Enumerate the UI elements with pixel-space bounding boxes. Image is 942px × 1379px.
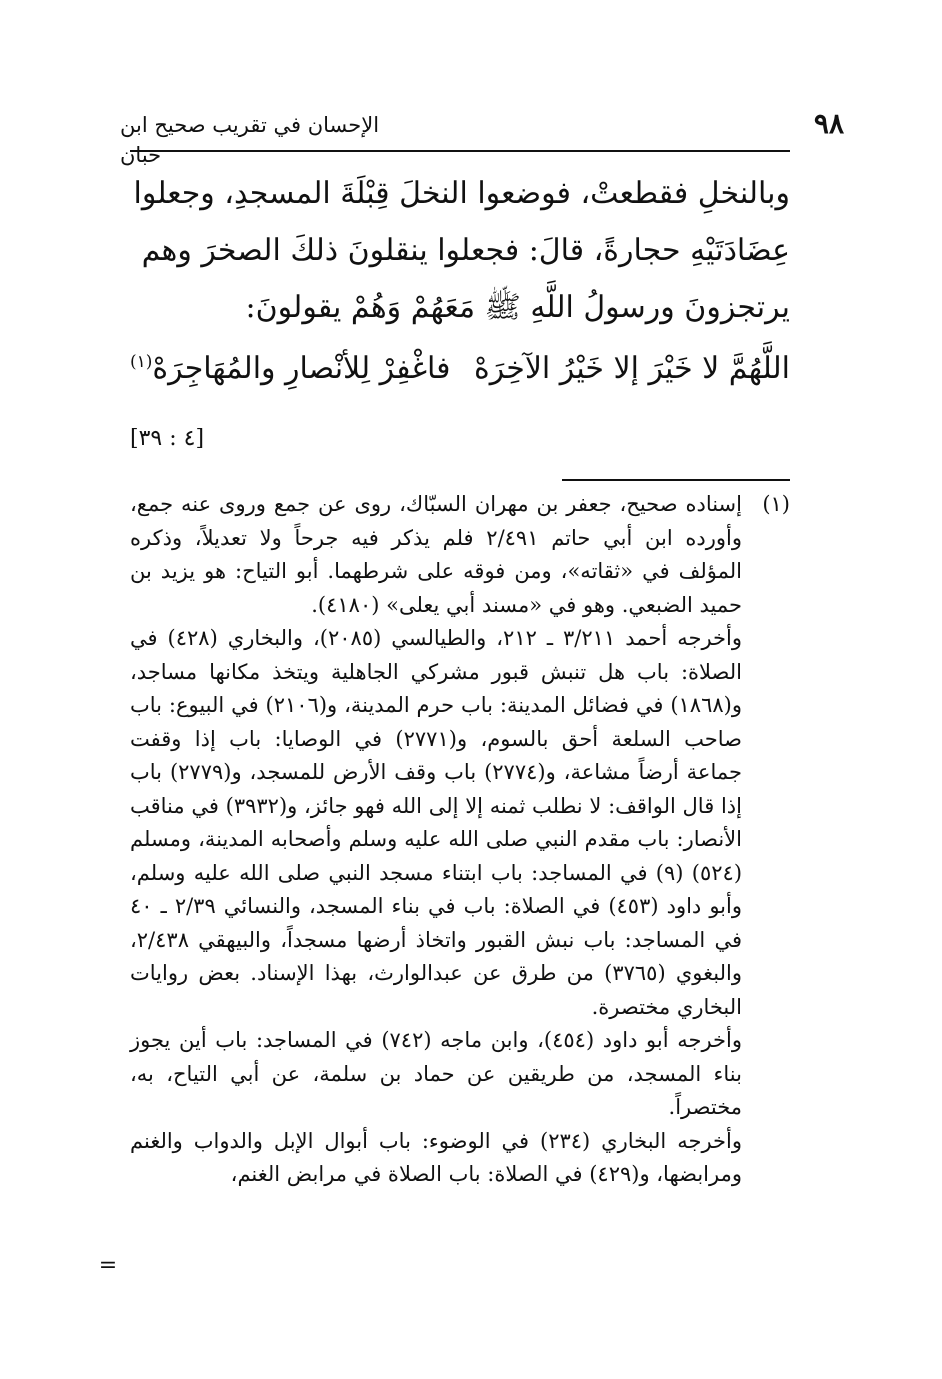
hadith-reference: [٤ : ٣٩]: [130, 426, 205, 451]
header-divider: [130, 150, 790, 152]
footnote-divider: [562, 479, 790, 481]
footnote-number: (١): [762, 492, 790, 516]
main-text: [130, 165, 790, 336]
verse-second-hemistich-group: [130, 344, 451, 394]
main-text-line: يرتجزونَ ورسولُ اللَّهِ ﷺ مَعَهُمْ وَهُمْ يقولونَ:: [245, 290, 790, 325]
footnote-paragraph: إسناده صحيح، جعفر بن مهران السبّاك، روى عن جمع وروى عنه جمع، وأورده ابن أبي حاتم ٢/٤٩١ فلم يذكر فيه جرحاً ولا تعديلاً، وذكره المؤلف في «ثقاته»، ومن فوقه على شرطهما. أبو التياح: هو يزيد بن حميد الضبعي. وهو في «مسند أبي يعلى» (٤١٨٠).: [130, 492, 742, 617]
page-number: ٩٨: [813, 107, 844, 140]
verse-second-hemistich: فاغْفِرْ لِلأنْصارِ والمُهَاجِرَهْ: [152, 351, 451, 386]
running-title: الإحسان في تقريب صحيح ابن حبان: [120, 113, 380, 167]
footnote-paragraph: وأخرجه البخاري (٢٣٤) في الوضوء: باب أبوال الإبل والدواب والغنم ومرابضها، و(٤٢٩) في الصلاة: باب الصلاة في مرابض الغنم،: [130, 1128, 742, 1186]
poetry-verse: [130, 344, 790, 394]
verse-first-hemistich: اللَّهُمَّ لا خَيْرَ إلا خَيْرُ الآخِرَهْ: [474, 351, 790, 386]
footnotes: [130, 488, 790, 1192]
footnote-paragraph: وأخرجه أحمد ٣/٢١١ ـ ٢١٢، والطيالسي (٢٠٨٥)، والبخاري (٤٢٨) في الصلاة: باب هل تنبش قبور مشركي الجاهلية ويتخذ مكانها مساجد، و(١٨٦٨) في فضائل المدينة: باب حرم المدينة، و(٢١٠٦) في البيوع: باب صاحب السلعة أحق بالسوم، و(٢٧٧١) في الوصايا: باب إذا وقفت جماعة أرضاً مشاعة، و(٢٧٧٤) باب وقف الأرض للمسجد، و(٢٧٧٩) باب إذا قال الواقف: لا نطلب ثمنه إلا إلى الله فهو جائز، و(٣٩٣٢) في مناقب الأنصار: باب مقدم النبي صلى الله عليه وسلم وأصحابه المدينة، ومسلم (٥٢٤) (٩) في المساجد: باب ابتناء مسجد النبي صلى الله عليه وسلم، وأبو داود (٤٥٣) في الصلاة: باب في بناء المسجد، والنسائي ٢/٣٩ ـ ٤٠ في المساجد: باب نبش القبور واتخاذ أرضها مسجداً، والبيهقي ٢/٤٣٨، والبغوي (٣٧٦٥) من طرق عن عبدالوارث، بهذا الإسناد. بعض روايات البخاري مختصرة.: [130, 626, 743, 1019]
main-text-line: وبالنخلِ فقطعتْ، فوضعوا النخلَ قِبْلَةَ المسجدِ، وجعلوا: [133, 176, 790, 211]
footnote: [130, 488, 790, 1192]
continuation-mark: =: [98, 1253, 118, 1278]
footnote-paragraph: وأخرجه أبو داود (٤٥٤)، وابن ماجه (٧٤٢) في المساجد: باب أين يجوز بناء المسجد، من طريقين عن حماد بن سلمة، عن أبي التياح، به، مختصراً.: [130, 1028, 742, 1119]
footnote-marker: (١): [130, 352, 153, 372]
main-text-line: عِضَادَتَيْهِ حجارةً، قالَ: فجعلوا ينقلونَ ذلكَ الصخرَ وهم: [141, 233, 790, 268]
